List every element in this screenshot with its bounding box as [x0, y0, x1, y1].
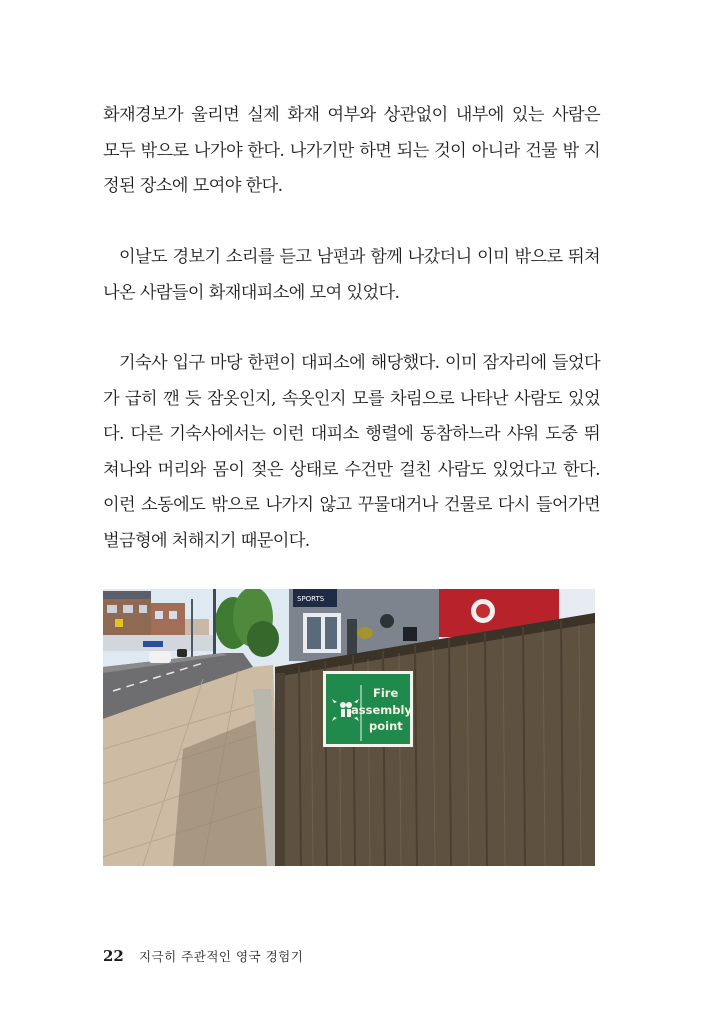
storefront-sign-text: SPORTS — [297, 595, 325, 603]
paragraph-line: 나온 사람들이 화재대피소에 모여 있었다. — [103, 282, 400, 303]
fire-assembly-sign — [323, 671, 413, 747]
paragraph-line: 기숙사 입구 마당 한편이 대피소에 해당했다. 이미 잠자리에 들었다 — [119, 353, 600, 373]
book-title: 지극히 주관적인 영국 경험기 — [138, 949, 304, 964]
fire-assembly-point-photo — [103, 589, 595, 866]
paragraph-line: 벌금형에 처해지기 때문이다. — [103, 530, 310, 551]
paragraph-3 — [103, 346, 600, 559]
paragraph-line: 쳐나와 머리와 몸이 젖은 상태로 수건만 걸친 사람도 있었다고 한다. — [103, 459, 600, 480]
sign-line-3: point — [369, 719, 403, 733]
page-number: 22 — [103, 947, 124, 965]
paragraph-1 — [103, 98, 600, 205]
paragraph-line: 모두 밖으로 나가야 한다. 나가기만 하면 되는 것이 아니라 건물 밖 지 — [103, 140, 600, 161]
paragraph-line: 이날도 경보기 소리를 듣고 남편과 함께 나갔더니 이미 밖으로 뛰쳐 — [119, 247, 600, 267]
sign-line-2: assembly — [351, 703, 412, 717]
sign-line-1: Fire — [373, 686, 399, 700]
paragraph-line: 화재경보가 울리면 실제 화재 여부와 상관없이 내부에 있는 사람은 — [103, 105, 600, 125]
paragraph-line: 이런 소동에도 밖으로 나가지 않고 꾸물대거나 건물로 다시 들어가면 — [103, 495, 600, 515]
paragraph-2 — [103, 240, 600, 311]
page-footer — [103, 946, 303, 965]
paragraph-line: 가 급히 깬 듯 잠옷인지, 속옷인지 모를 차림으로 나타난 사람도 있었 — [103, 388, 600, 409]
paragraph-line: 다. 다른 기숙사에서는 이런 대피소 행렬에 동참하느라 샤워 도중 뛰 — [103, 424, 600, 444]
paragraph-line: 정된 장소에 모여야 한다. — [103, 176, 283, 196]
